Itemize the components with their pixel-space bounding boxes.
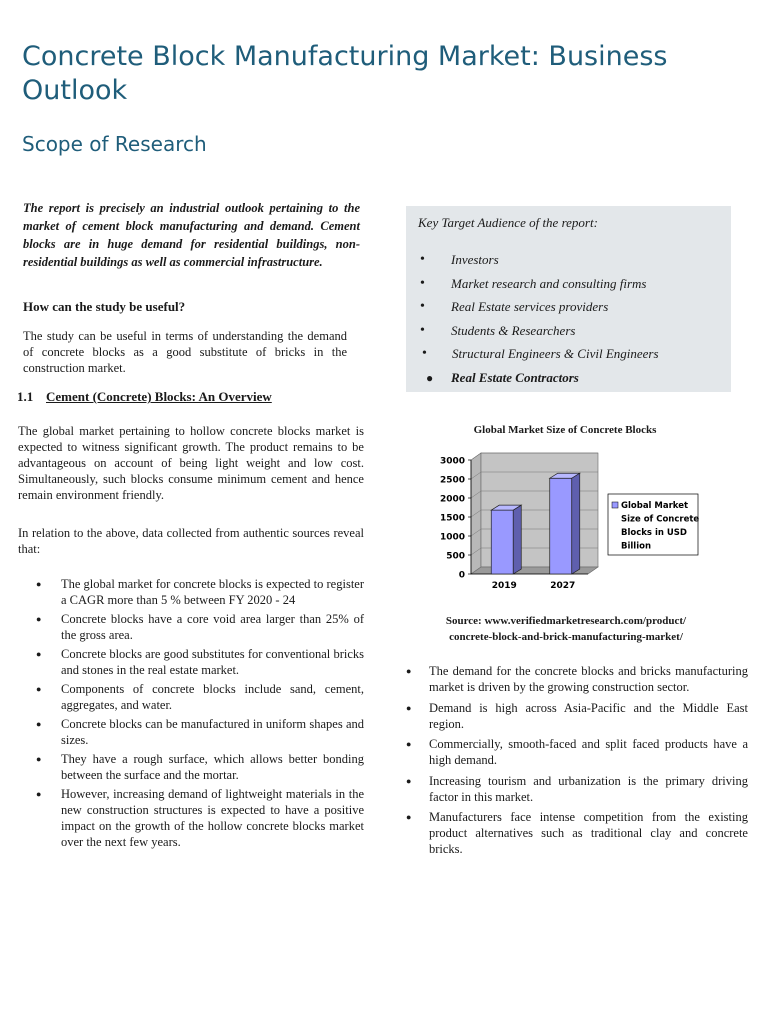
list-item: ● Commercially, smooth-faced and split faced products have a high demand.	[404, 736, 748, 768]
audience-item: • Investors	[420, 252, 499, 267]
chart-source	[404, 613, 728, 645]
left-bullet-list	[18, 576, 364, 853]
overview-paragraph: The global market pertaining to hollow concrete blocks market is expected to witness significant growth. The product remains to be advantageous on account of being light weight and low cost. Simultaneously, such blocks consume minimum cement and hence remain environment friendly.	[18, 424, 364, 502]
y-tick-label: 2000	[439, 494, 465, 505]
chart-title: Global Market Size of Concrete Blocks	[473, 424, 657, 436]
x-tick-label: 2027	[550, 581, 576, 591]
audience-list	[418, 251, 728, 393]
list-item: ● Concrete blocks can be manufactured in uniform shapes and sizes.	[18, 716, 364, 748]
section-title: Cement (Concrete) Blocks: An Overview	[46, 389, 272, 404]
x-tick-label: 2019	[491, 581, 517, 591]
y-tick-label: 0	[458, 570, 465, 581]
y-tick-label: 2500	[439, 475, 465, 486]
section-number: 1.1	[17, 389, 34, 404]
usefulness-body: The study can be useful in terms of understanding the demand of concrete blocks as a good substitute of bricks in the construction market.	[23, 329, 347, 375]
y-tick-label: 500	[446, 551, 465, 562]
section-subtitle: Scope of Research	[22, 132, 207, 156]
chart-canvas	[420, 424, 720, 592]
overview-heading	[17, 389, 272, 405]
list-item: ● The global market for concrete blocks is expected to register a CAGR more than 5 % between FY 2020 - 24	[18, 576, 364, 608]
source-line-1: Source: www.verifiedmarketresearch.com/product/	[445, 615, 687, 627]
audience-title: Key Target Audience of the report:	[418, 215, 598, 230]
page-title: Concrete Block Manufacturing Market: Business Outlook	[22, 41, 668, 106]
audience-box	[406, 206, 731, 392]
legend-label: Billion	[621, 541, 652, 552]
list-item: ● Manufacturers face intense competition from the existing product alternatives such as traditional clay and concrete bricks.	[404, 809, 748, 857]
right-bullet-list	[404, 663, 748, 862]
list-item: ● Components of concrete blocks include sand, cement, aggregates, and water.	[18, 681, 364, 713]
bar-side-2027	[572, 473, 580, 574]
list-item: ● Concrete blocks have a core void area larger than 25% of the gross area.	[18, 611, 364, 643]
bar-side-2019	[513, 505, 521, 574]
list-item: ● Concrete blocks are good substitutes for conventional bricks and stones in the real estate market.	[18, 646, 364, 678]
legend-swatch	[612, 502, 618, 508]
bar-2019	[491, 510, 513, 574]
audience-item: • Market research and consulting firms	[420, 275, 647, 291]
audience-item: • Structural Engineers & Civil Engineers	[422, 346, 659, 362]
list-item: ● Demand is high across Asia-Pacific and the Middle East region.	[404, 700, 748, 732]
bar-2027	[550, 478, 572, 574]
list-item: ● They have a rough surface, which allows better bonding between the surface and the mortar.	[18, 751, 364, 783]
list-item: ● The demand for the concrete blocks and bricks manufacturing market is driven by the growing construction sector.	[404, 663, 748, 695]
intro-paragraph: The report is precisely an industrial outlook pertaining to the market of cement block manufacturing and demand. Cement blocks are in huge demand for residential buildings, non-residential buildings as well as commercial infrastructure.	[23, 201, 360, 269]
y-tick-label: 1000	[439, 532, 465, 543]
audience-item: • Real Estate services providers	[420, 299, 609, 315]
list-item: ● However, increasing demand of lightweight materials in the new construction structures is expected to have a positive impact on the growth of the hollow concrete blocks market over the next few years.	[18, 786, 364, 850]
market-size-chart	[420, 424, 720, 592]
y-tick-label: 3000	[439, 456, 465, 467]
y-tick-label: 1500	[439, 513, 465, 524]
source-line-2: concrete-block-and-brick-manufacturing-market/	[449, 631, 683, 643]
list-item: ● Increasing tourism and urbanization is the primary driving factor in this market.	[404, 773, 748, 805]
audience-item: ● Real Estate Contractors	[426, 369, 579, 385]
audience-item: • Students & Researchers	[420, 322, 576, 338]
legend-label: Size of Concrete	[621, 514, 700, 525]
legend-label: Global Market	[621, 501, 689, 511]
relation-paragraph: In relation to the above, data collected from authentic sources reveal that:	[18, 526, 364, 556]
usefulness-heading: How can the study be useful?	[23, 299, 186, 314]
legend-label: Blocks in USD	[621, 528, 687, 538]
